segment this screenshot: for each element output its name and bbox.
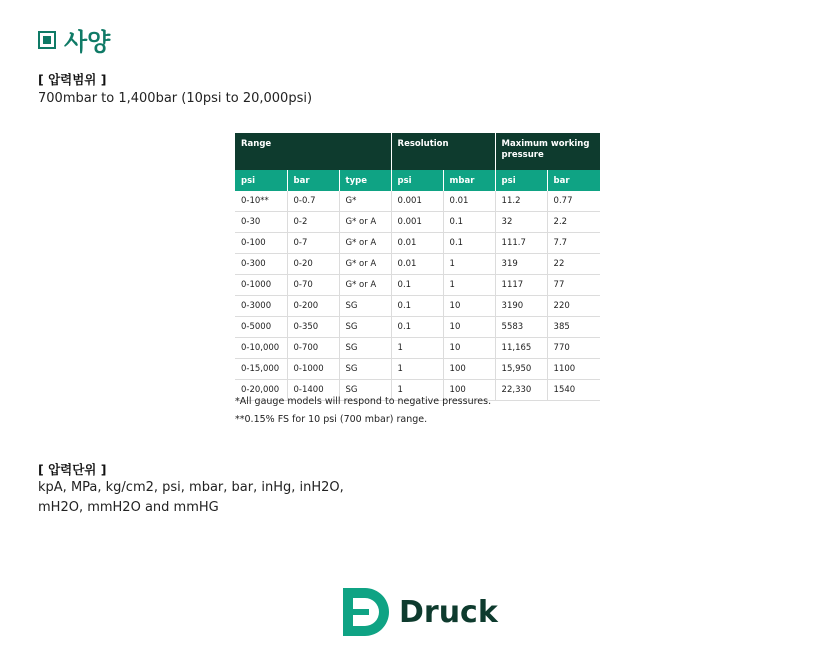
pressure-range-heading: [ 압력범위 ]	[38, 72, 107, 87]
header-resolution: Resolution	[391, 133, 495, 170]
table-row	[235, 338, 600, 359]
cell-res-psi: 0.01	[391, 233, 443, 254]
cell-range-bar: 0-350	[287, 317, 339, 338]
cell-res-psi: 0.001	[391, 212, 443, 233]
druck-logo	[343, 588, 498, 636]
cell-type: SG	[339, 380, 391, 401]
table-row	[235, 296, 600, 317]
table-row	[235, 191, 600, 212]
cell-res-mbar: 1	[443, 275, 495, 296]
cell-res-mbar: 100	[443, 359, 495, 380]
cell-range-bar: 0-700	[287, 338, 339, 359]
cell-max-psi: 5583	[495, 317, 547, 338]
cell-range-psi: 0-1000	[235, 275, 287, 296]
cell-type: G*	[339, 191, 391, 212]
cell-range-bar: 0-70	[287, 275, 339, 296]
cell-range-psi: 0-3000	[235, 296, 287, 317]
druck-logo-text: Druck	[399, 594, 498, 630]
cell-res-mbar: 0.1	[443, 233, 495, 254]
table-row	[235, 275, 600, 296]
table-row	[235, 212, 600, 233]
cell-res-psi: 0.1	[391, 317, 443, 338]
header-range: Range	[235, 133, 391, 170]
cell-range-psi: 0-15,000	[235, 359, 287, 380]
cell-range-bar: 0-2	[287, 212, 339, 233]
druck-logo-icon	[343, 588, 391, 636]
cell-range-bar: 0-1000	[287, 359, 339, 380]
table-row	[235, 254, 600, 275]
cell-range-bar: 0-0.7	[287, 191, 339, 212]
cell-res-psi: 0.001	[391, 191, 443, 212]
cell-res-mbar: 0.01	[443, 191, 495, 212]
cell-res-psi: 0.01	[391, 254, 443, 275]
cell-type: SG	[339, 296, 391, 317]
subheader-res-psi: psi	[391, 170, 443, 191]
pressure-units-line-2: mH2O, mmH2O and mmHG	[38, 500, 219, 515]
cell-max-bar: 2.2	[547, 212, 600, 233]
footnote-range: **0.15% FS for 10 psi (700 mbar) range.	[235, 414, 428, 425]
cell-range-bar: 0-7	[287, 233, 339, 254]
cell-type: SG	[339, 338, 391, 359]
subheader-psi: psi	[235, 170, 287, 191]
cell-res-psi: 1	[391, 380, 443, 401]
cell-range-bar: 0-1400	[287, 380, 339, 401]
subheader-max-psi: psi	[495, 170, 547, 191]
cell-max-psi: 11.2	[495, 191, 547, 212]
cell-range-bar: 0-20	[287, 254, 339, 275]
cell-max-bar: 0.77	[547, 191, 600, 212]
subheader-max-bar: bar	[547, 170, 600, 191]
cell-max-bar: 770	[547, 338, 600, 359]
cell-max-bar: 7.7	[547, 233, 600, 254]
spec-table-body	[235, 191, 600, 401]
pressure-units-heading: [ 압력단위 ]	[38, 462, 107, 477]
cell-type: SG	[339, 359, 391, 380]
cell-res-mbar: 0.1	[443, 212, 495, 233]
cell-range-psi: 0-10**	[235, 191, 287, 212]
cell-max-psi: 32	[495, 212, 547, 233]
cell-type: G* or A	[339, 212, 391, 233]
cell-range-psi: 0-5000	[235, 317, 287, 338]
cell-max-psi: 3190	[495, 296, 547, 317]
cell-max-psi: 1117	[495, 275, 547, 296]
cell-max-psi: 111.7	[495, 233, 547, 254]
cell-max-bar: 22	[547, 254, 600, 275]
cell-range-psi: 0-100	[235, 233, 287, 254]
cell-type: G* or A	[339, 233, 391, 254]
pressure-range-text: 700mbar to 1,400bar (10psi to 20,000psi)	[38, 91, 313, 106]
cell-res-mbar: 10	[443, 317, 495, 338]
cell-max-bar: 1540	[547, 380, 600, 401]
cell-max-psi: 15,950	[495, 359, 547, 380]
footnote-gauge: *All gauge models will respond to negative pressures.	[235, 396, 492, 407]
cell-type: SG	[339, 317, 391, 338]
cell-max-psi: 11,165	[495, 338, 547, 359]
table-row	[235, 317, 600, 338]
cell-max-bar: 385	[547, 317, 600, 338]
subheader-res-mbar: mbar	[443, 170, 495, 191]
table-row	[235, 233, 600, 254]
pressure-units-line-1: kpA, MPa, kg/cm2, psi, mbar, bar, inHg, inH2O,	[38, 480, 344, 495]
spec-table	[235, 133, 600, 401]
cell-range-psi: 0-30	[235, 212, 287, 233]
cell-res-mbar: 10	[443, 296, 495, 317]
cell-range-psi: 0-10,000	[235, 338, 287, 359]
cell-range-psi: 0-300	[235, 254, 287, 275]
cell-max-bar: 1100	[547, 359, 600, 380]
cell-type: G* or A	[339, 254, 391, 275]
square-bullet-icon	[38, 31, 56, 49]
cell-type: G* or A	[339, 275, 391, 296]
cell-res-psi: 0.1	[391, 275, 443, 296]
subheader-type: type	[339, 170, 391, 191]
page-title-text: 사양	[64, 28, 111, 56]
cell-res-mbar: 1	[443, 254, 495, 275]
cell-res-psi: 0.1	[391, 296, 443, 317]
header-max-working-pressure: Maximum working pressure	[495, 133, 600, 170]
cell-max-psi: 22,330	[495, 380, 547, 401]
subheader-bar: bar	[287, 170, 339, 191]
cell-res-psi: 1	[391, 359, 443, 380]
cell-max-bar: 77	[547, 275, 600, 296]
cell-max-psi: 319	[495, 254, 547, 275]
cell-res-psi: 1	[391, 338, 443, 359]
table-row	[235, 359, 600, 380]
cell-res-mbar: 100	[443, 380, 495, 401]
page-title	[38, 22, 110, 57]
cell-res-mbar: 10	[443, 338, 495, 359]
cell-max-bar: 220	[547, 296, 600, 317]
cell-range-bar: 0-200	[287, 296, 339, 317]
cell-range-psi: 0-20,000	[235, 380, 287, 401]
